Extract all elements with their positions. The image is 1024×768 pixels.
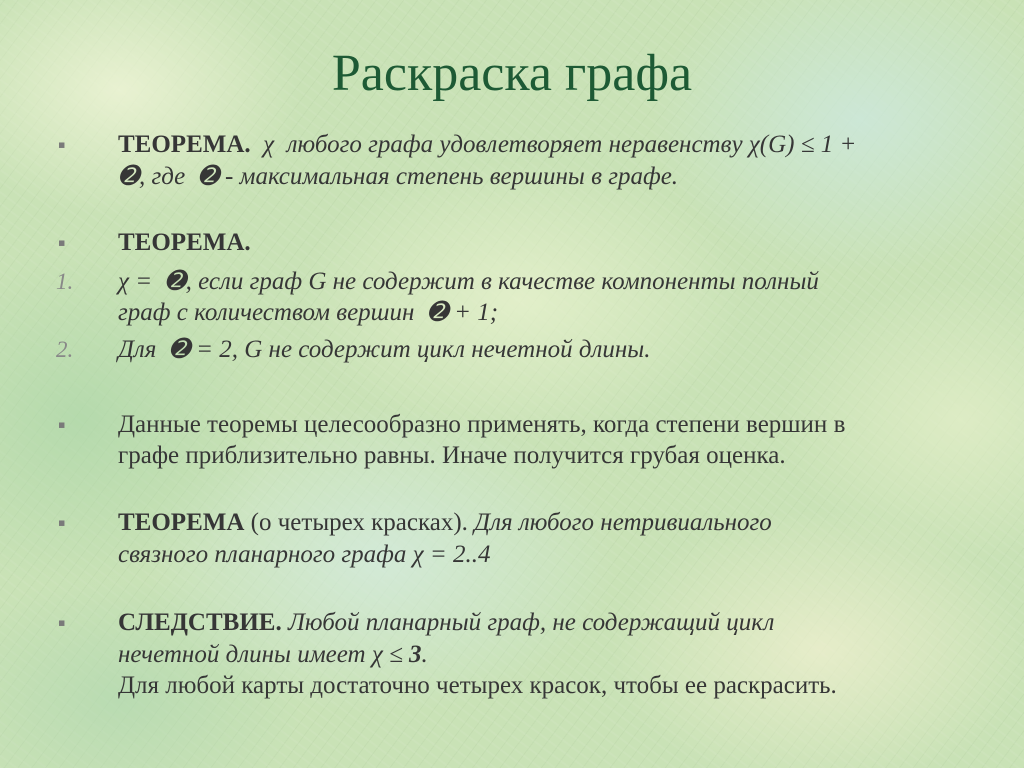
slide-title: Раскраска графа	[331, 45, 693, 102]
corollary-line2	[118, 639, 428, 671]
corollary-line3: Для любой карты достаточно четырех красок, чтобы ее раскрасить.	[118, 672, 837, 699]
corollary-text-a: нечетной длины имеет χ ≤	[118, 641, 410, 668]
theorem1-text: χ любого графа удовлетворяет неравенству χ(G) ≤ 1 +	[250, 131, 857, 158]
theorem2-item1-line1: χ = ➋, если граф G не содержит в качестве компоненты полный	[118, 268, 819, 295]
note-line2: графе приблизительно равны. Иначе получится грубая оценка.	[118, 442, 786, 469]
theorem1-line2: ➋, где ➋ - максимальная степень вершины в графе.	[118, 163, 679, 190]
theorem4-line1	[118, 507, 772, 539]
corollary-value: 3	[409, 641, 422, 668]
bullet-marker: ▪	[58, 138, 66, 151]
theorem4-text: Для любого нетривиального	[474, 509, 772, 536]
corollary-label: СЛЕДСТВИЕ.	[118, 609, 282, 636]
theorem4-line2: связного планарного графа χ = 2..4	[118, 541, 491, 568]
bullet-marker: ▪	[58, 516, 66, 529]
corollary-text-b: .	[421, 641, 428, 668]
note-line1: Данные теоремы целесообразно применять, когда степени вершин в	[118, 411, 846, 438]
theorem1-line1	[118, 129, 856, 161]
theorem4-label: ТЕОРЕМА	[118, 509, 245, 536]
bullet-marker: ▪	[58, 236, 66, 249]
list-number: 2.	[56, 337, 74, 362]
theorem2-item1-line2: граф с количеством вершин ➋ + 1;	[118, 299, 499, 326]
theorem2-item2-line1: Для ➋ = 2, G не содержит цикл нечетной длины.	[118, 336, 651, 363]
theorem1-label: ТЕОРЕМА.	[118, 131, 251, 158]
theorem2-label: ТЕОРЕМА.	[118, 229, 251, 256]
corollary-text: Любой планарный граф, не содержащий цикл	[281, 609, 775, 636]
corollary-line1	[118, 607, 774, 639]
theorem4-subtitle: (о четырех красках).	[244, 509, 475, 536]
list-number: 1.	[56, 269, 74, 294]
bullet-marker: ▪	[58, 616, 66, 629]
bullet-marker: ▪	[58, 418, 66, 431]
